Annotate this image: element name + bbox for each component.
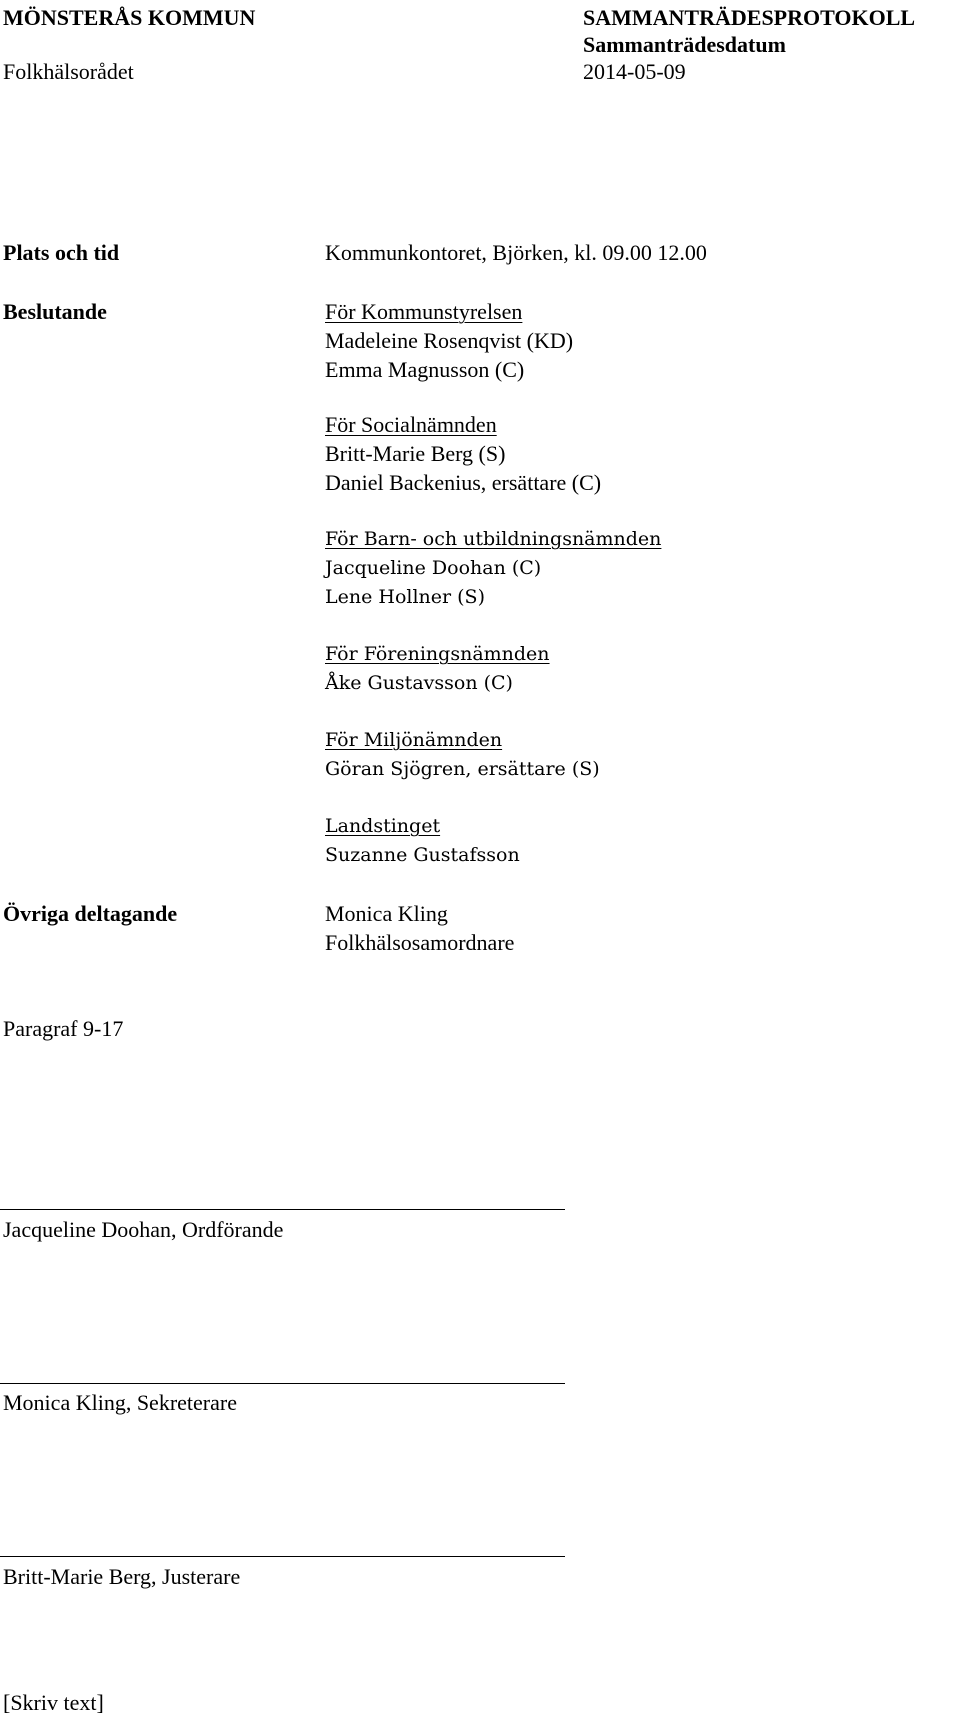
decision-makers-group <box>325 731 600 789</box>
place-time-label: Plats och tid <box>3 240 120 265</box>
group-heading: För Föreningsnämnden <box>325 643 550 665</box>
member: Lene Hollner (S) <box>325 586 485 608</box>
member: Madeleine Rosenqvist (KD) <box>325 328 574 353</box>
signature-line <box>0 1209 565 1210</box>
member: Daniel Backenius, ersättare (C) <box>325 470 602 495</box>
decision-makers-group <box>325 301 573 388</box>
member: Göran Sjögren, ersättare (S) <box>325 758 600 780</box>
group-heading: För Kommunstyrelsen <box>325 299 523 324</box>
decision-makers-group <box>325 414 601 501</box>
signature-secretary: Monica Kling, Sekreterare <box>3 1390 237 1415</box>
participant-role: Folkhälsosamordnare <box>325 930 515 955</box>
group-heading: För Miljönämnden <box>325 729 503 751</box>
place-time-value: Kommunkontoret, Björken, kl. 09.00 12.00 <box>325 240 707 265</box>
paragraph-range: Paragraf 9-17 <box>3 1016 124 1041</box>
committee-name: Folkhälsorådet <box>3 59 134 84</box>
group-heading: För Socialnämnden <box>325 412 497 437</box>
decision-makers-label: Beslutande <box>3 299 107 324</box>
participant-name: Monica Kling <box>325 901 448 926</box>
meeting-date: 2014-05-09 <box>583 59 686 84</box>
signature-adjuster: Britt-Marie Berg, Justerare <box>3 1564 241 1589</box>
member: Emma Magnusson (C) <box>325 357 525 382</box>
decision-makers-group <box>325 817 520 875</box>
decision-makers-group <box>325 530 661 617</box>
member: Suzanne Gustafsson <box>325 844 520 866</box>
signature-chair: Jacqueline Doohan, Ordförande <box>3 1217 284 1242</box>
other-participants <box>325 903 514 961</box>
meeting-date-label: Sammanträdesdatum <box>583 32 786 57</box>
member: Jacqueline Doohan (C) <box>325 557 542 579</box>
signature-line <box>0 1383 565 1384</box>
org-name: MÖNSTERÅS KOMMUN <box>3 5 256 30</box>
decision-makers-group <box>325 645 550 703</box>
document-type: SAMMANTRÄDESPROTOKOLL <box>583 5 916 30</box>
member: Åke Gustavsson (C) <box>325 672 513 694</box>
member: Britt-Marie Berg (S) <box>325 441 506 466</box>
group-heading: För Barn- och utbildningsnämnden <box>325 528 662 550</box>
other-participants-label: Övriga deltagande <box>3 901 178 926</box>
group-heading: Landstinget <box>325 815 441 837</box>
signature-line <box>0 1556 565 1557</box>
footer-placeholder: [Skriv text] <box>3 1690 104 1715</box>
